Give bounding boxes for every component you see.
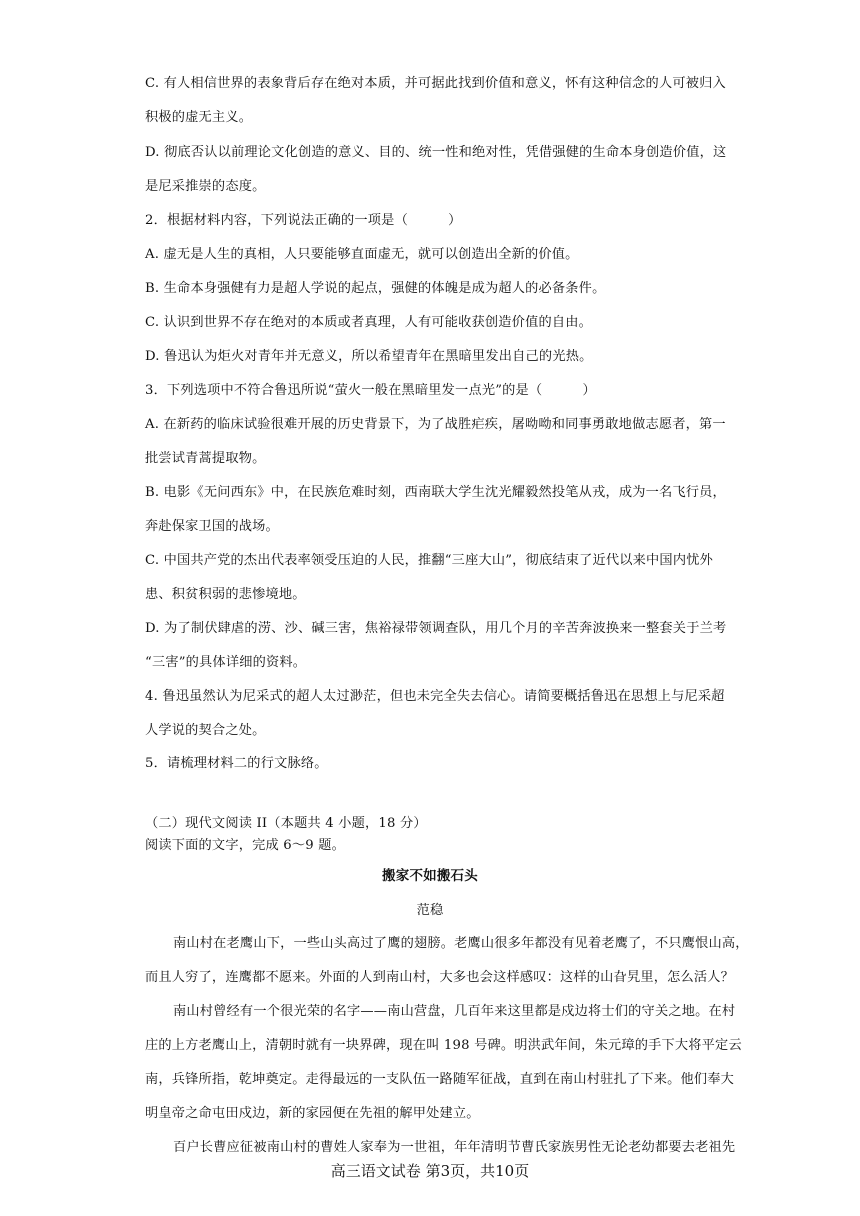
paragraph-2-line-4: 明皇帝之命屯田戍边，新的家园便在先祖的解甲处建立。 bbox=[145, 1106, 480, 1121]
paragraph-1-line-2: 而且人穷了，连鹰都不愿来。外面的人到南山村，大多也会这样感叹：这样的山旮旯里，怎么活人？ bbox=[145, 970, 735, 985]
article-title: 搬家不如搬石头 bbox=[382, 868, 478, 884]
question-2-stem: 2．根据材料内容，下列说法正确的一项是（ ） bbox=[145, 213, 462, 228]
question-2-option-d: D. 鲁迅认为炬火对青年并无意义，所以希望青年在黑暗里发出自己的光热。 bbox=[145, 349, 593, 364]
paragraph-1-line-1: 南山村在老鹰山下，一些山头高过了鹰的翅膀。老鹰山很多年都没有见着老鹰了，不只鹰恨山高， bbox=[173, 936, 749, 951]
question-3-option-d-line-1: D. 为了制伏肆虐的涝、沙、碱三害，焦裕禄带领调查队，用几个月的辛苦奔波换来一整套关于兰考 bbox=[145, 621, 727, 636]
question-3-option-c-line-2: 患、积贫积弱的悲惨境地。 bbox=[145, 587, 306, 602]
question-3-option-b-line-1: B. 电影《无问西东》中，在民族危难时刻，西南联大学生沈光耀毅然投笔从戎，成为一名飞行员， bbox=[145, 485, 726, 500]
question-3-option-d-line-2: “三害”的具体详细的资料。 bbox=[145, 655, 307, 670]
paragraph-2-line-2: 庄的上方老鹰山上，清朝时就有一块界碑，现在叫 198 号碑。明洪武年间，朱元璋的手下大将平定云 bbox=[145, 1038, 742, 1053]
article-author: 范稳 bbox=[416, 903, 444, 918]
option-c-line-1: C. 有人相信世界的表象背后存在绝对本质，并可据此找到价值和意义，怀有这种信念的人可被归入 bbox=[145, 76, 726, 91]
question-3-option-a-line-1: A. 在新药的临床试验很难开展的历史背景下，为了战胜疟疾，屠呦呦和同事勇敢地做志愿者，第一 bbox=[145, 417, 726, 432]
question-3-option-c-line-1: C. 中国共产党的杰出代表率领受压迫的人民，推翻“三座大山”，彻底结束了近代以来中国内忧外 bbox=[145, 553, 713, 568]
question-3-option-b-line-2: 奔赴保家卫国的战场。 bbox=[145, 519, 279, 534]
paragraph-3-line-1: 百户长曹应征被南山村的曹姓人家奉为一世祖，年年清明节曹氏家族男性无论老幼都要去老祖先 bbox=[173, 1140, 736, 1155]
question-2-option-c: C. 认识到世界不存在绝对的本质或者真理，人有可能收获创造价值的自由。 bbox=[145, 315, 593, 330]
paragraph-2-line-3: 南，兵锋所指，乾坤奠定。走得最远的一支队伍一路随军征战，直到在南山村驻扎了下来。他们奉大 bbox=[145, 1072, 735, 1087]
question-3-stem: 3．下列选项中不符合鲁迅所说“萤火一般在黑暗里发一点光”的是（ ） bbox=[145, 383, 596, 398]
question-2-option-b: B. 生命本身强健有力是超人学说的起点，强健的体魄是成为超人的必备条件。 bbox=[145, 281, 606, 296]
page-footer: 高三语文试卷 第3页，共10页 bbox=[330, 1162, 530, 1180]
option-d-line-2: 是尼采推崇的态度。 bbox=[145, 179, 266, 194]
section-instruction: 阅读下面的文字，完成 6～9 题。 bbox=[145, 838, 346, 853]
question-5: 5．请梳理材料二的行文脉络。 bbox=[145, 756, 328, 771]
section-heading: （二）现代文阅读 II（本题共 4 小题，18 分） bbox=[145, 816, 427, 831]
option-c-line-2: 积极的虚无主义。 bbox=[145, 110, 253, 125]
question-2-option-a: A. 虚无是人生的真相，人只要能够直面虚无，就可以创造出全新的价值。 bbox=[145, 247, 579, 262]
paragraph-2-line-1: 南山村曾经有一个很光荣的名字——南山营盘，几百年来这里都是戍边将士们的守关之地。在村 bbox=[173, 1004, 736, 1019]
question-3-option-a-line-2: 批尝试青蒿提取物。 bbox=[145, 451, 266, 466]
option-d-line-1: D. 彻底否认以前理论文化创造的意义、目的、统一性和绝对性，凭借强健的生命本身创造价值，这 bbox=[145, 145, 727, 160]
question-4-line-1: 4. 鲁迅虽然认为尼采式的超人太过渺茫，但也未完全失去信心。请简要概括鲁迅在思想上与尼采超 bbox=[145, 689, 725, 704]
question-4-line-2: 人学说的契合之处。 bbox=[145, 723, 266, 738]
